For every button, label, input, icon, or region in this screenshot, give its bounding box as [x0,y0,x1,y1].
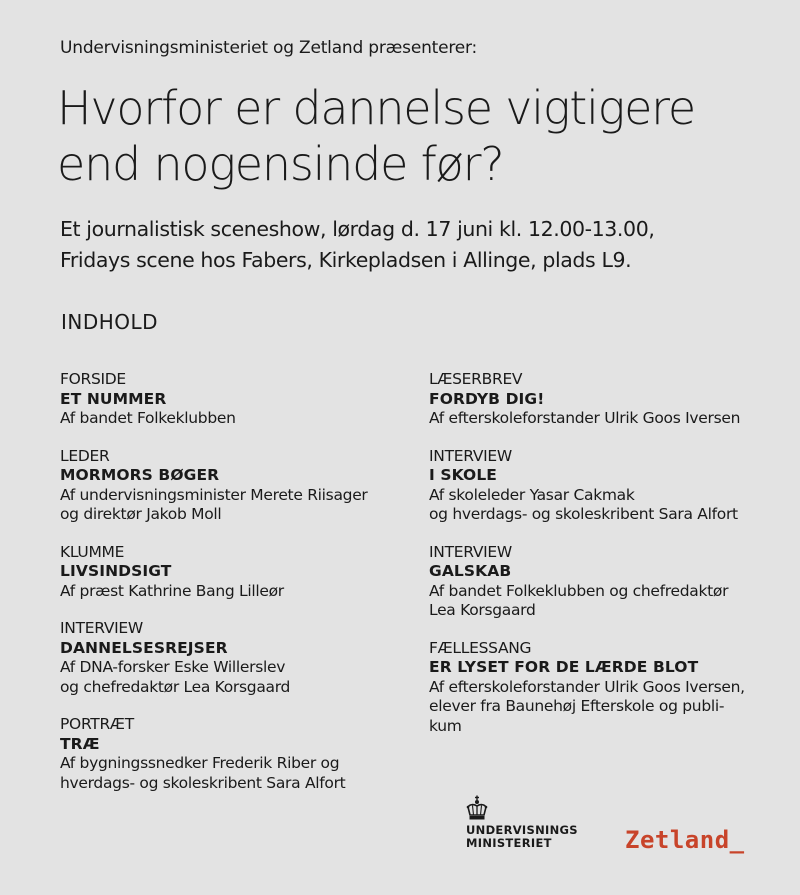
ministry-logo [466,795,586,865]
item-title: TRÆ [60,734,100,753]
item-credit: Af bygningssnedker Frederik Riber og [60,754,340,772]
contents-left-column [60,370,420,811]
event-details-line-2: Fridays scene hos Fabers, Kirkepladsen i Allinge, plads L9. [60,248,632,272]
item-category: PORTRÆT [60,715,134,733]
zetland-logo: Zetland_ [625,826,745,854]
item-category: LEDER [60,446,110,465]
item-credit: og direktør Jakob Moll [60,505,222,523]
item-category: INTERVIEW [429,446,512,465]
contents-right-column [429,370,789,754]
item-category: FORSIDE [60,370,126,388]
item-title: GALSKAB [429,562,512,580]
item-title: LIVSINDSIGT [60,562,172,580]
contents-item-faellessang [429,639,789,737]
item-title: I SKOLE [429,466,497,484]
item-credit: Af undervisningsminister Merete Riisager [60,485,368,504]
item-credit: hverdags- og skoleskribent Sara Alfort [60,773,346,792]
item-credit: Af skoleleder Yasar Cakmak [429,485,635,504]
item-category: LÆSERBREV [429,370,523,388]
contents-item-interview-i-skole [429,447,789,525]
headline-line-1: Hvorfor er dannelse vigtigere [57,81,695,135]
item-credit: kum [429,716,462,735]
item-credit: Af efterskoleforstander Ulrik Goos Iversen, [429,677,745,696]
contents-item-forside [60,370,420,429]
presenter-line: Undervisningsministeriet og Zetland præsenterer: [60,38,478,58]
item-category: INTERVIEW [60,619,143,637]
contents-item-klumme [60,543,420,602]
item-title: ET NUMMER [60,389,167,408]
item-credit: Af efterskoleforstander Ulrik Goos Iversen [429,409,741,427]
event-details-line-1: Et journalistisk sceneshow, lørdag d. 17 juni kl. 12.00-13.00, [60,217,655,241]
contents-heading: INDHOLD [61,310,159,334]
item-title: MORMORS BØGER [60,466,220,484]
ministry-wordmark-line-1: UNDERVISNINGS [466,823,578,837]
contents-item-laeserbrev [429,370,789,429]
item-credit: Af bandet Folkeklubben og chefredaktør [429,581,729,600]
headline [57,80,797,192]
headline-line-2: end nogensinde før? [57,137,504,191]
crown-icon [466,795,488,823]
contents-item-portraet [60,715,420,793]
contents-item-interview-galskab [429,543,789,621]
item-category: INTERVIEW [429,542,512,561]
contents-item-interview-dannelsesrejser [60,619,420,697]
item-category: FÆLLESSANG [429,638,532,657]
contents-item-leder [60,447,420,525]
item-credit: og chefredaktør Lea Korsgaard [60,677,291,696]
item-credit: Af bandet Folkeklubben [60,409,236,427]
item-category: KLUMME [60,542,125,561]
ministry-wordmark-line-2: MINISTERIET [466,836,552,850]
item-credit: elever fra Baunehøj Efterskole og publi- [429,697,725,715]
item-credit: og hverdags- og skoleskribent Sara Alfort [429,505,738,523]
item-title: ER LYSET FOR DE LÆRDE BLOT [429,658,699,676]
item-title: DANNELSESREJSER [60,638,228,657]
item-title: FORDYB DIG! [429,389,545,408]
event-details [60,214,654,276]
item-credit: Af præst Kathrine Bang Lilleør [60,581,284,600]
item-credit: Lea Korsgaard [429,601,536,619]
ministry-wordmark [466,824,578,850]
item-credit: Af DNA-forsker Eske Willerslev [60,658,286,676]
